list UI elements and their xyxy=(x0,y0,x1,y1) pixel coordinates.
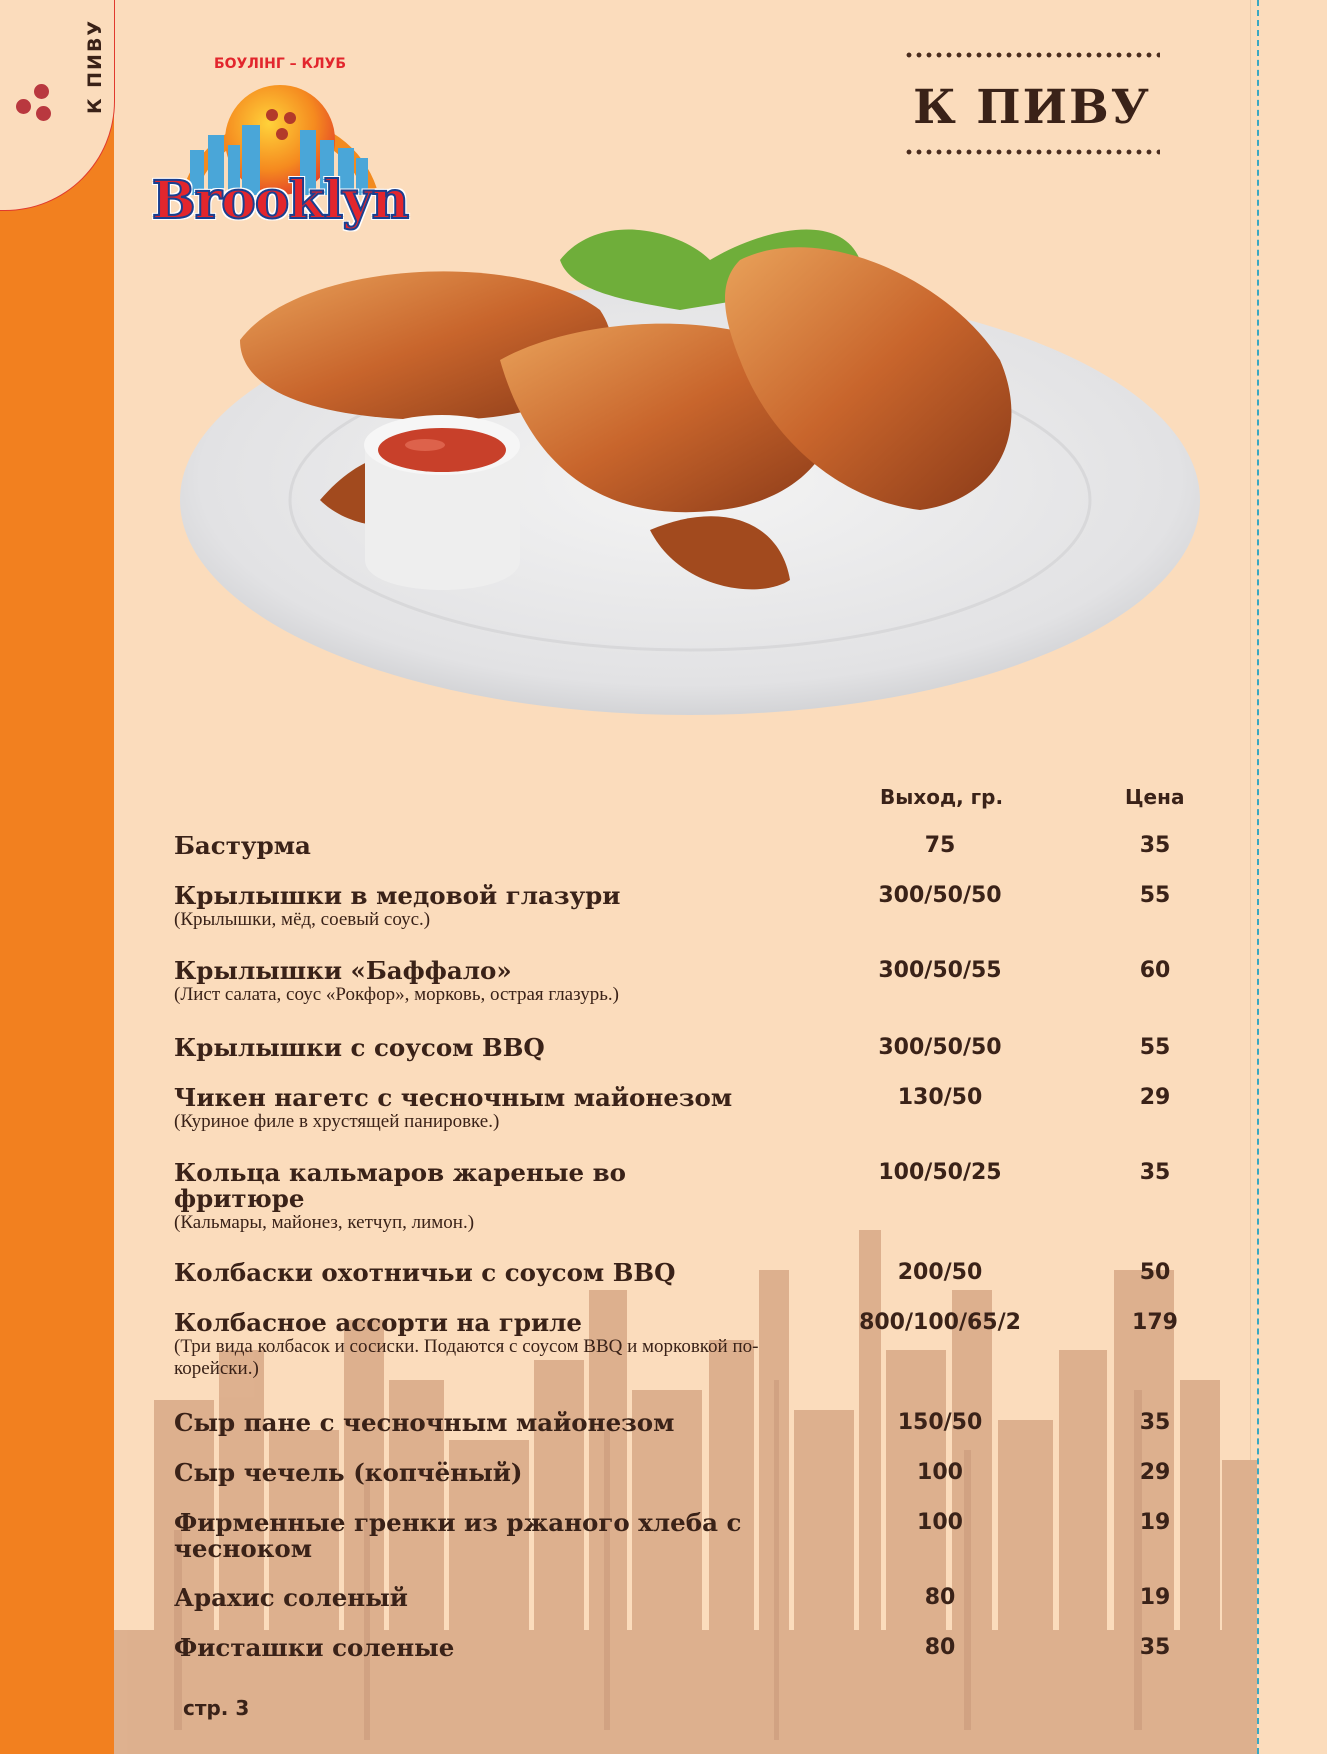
page-number: стр. 3 xyxy=(183,1696,250,1720)
item-name: Крылышки с соусом BBQ xyxy=(174,1033,545,1062)
item-name: Сыр пане с чесночным майонезом xyxy=(174,1408,675,1437)
price-column-header: Цена xyxy=(1125,785,1185,809)
left-color-band xyxy=(0,0,114,1754)
item-price: 19 xyxy=(1139,1510,1171,1535)
item-price: 60 xyxy=(1139,958,1171,983)
item-price: 29 xyxy=(1139,1460,1171,1485)
item-yield: 300/50/50 xyxy=(878,883,1002,908)
item-description: (Три вида колбасок и сосиски. Подаются с соусом BBQ и морковкой по-корейски.) xyxy=(174,1336,759,1379)
item-name: Арахис соленый xyxy=(174,1583,408,1612)
item-name: Фисташки соленые xyxy=(174,1633,455,1662)
item-yield: 100 xyxy=(917,1510,963,1535)
item-name: Крылышки в медовой глазури xyxy=(174,881,621,910)
item-yield: 300/50/55 xyxy=(878,958,1002,983)
logo-arc-text: БОУЛІНГ – КЛУБ xyxy=(213,56,347,72)
item-price: 179 xyxy=(1132,1310,1178,1335)
item-price: 19 xyxy=(1139,1585,1171,1610)
item-description: (Куриное филе в хрустящей панировке.) xyxy=(174,1111,500,1132)
item-yield: 100/50/25 xyxy=(878,1160,1002,1185)
page-title-block xyxy=(904,52,1160,155)
item-yield: 200/50 xyxy=(897,1260,983,1285)
item-name: Кольца кальмаров жареные во фритюре xyxy=(174,1158,626,1213)
item-yield: 80 xyxy=(924,1585,956,1610)
bowling-dot-icon xyxy=(36,106,51,121)
item-price: 50 xyxy=(1139,1260,1171,1285)
item-name: Колбаски охотничьи с соусом BBQ xyxy=(174,1258,676,1287)
item-name: Сыр чечель (копчёный) xyxy=(174,1458,523,1487)
item-name: Чикен нагетс с чесночным майонезом xyxy=(174,1083,733,1112)
item-yield: 100 xyxy=(917,1460,963,1485)
item-name: Колбасное ассорти на гриле xyxy=(174,1308,583,1337)
section-tab-label: К ПИВУ xyxy=(84,18,106,114)
item-yield: 80 xyxy=(924,1635,956,1660)
item-price: 29 xyxy=(1139,1085,1171,1110)
item-name: Бастурма xyxy=(174,831,311,860)
item-price: 35 xyxy=(1139,833,1171,858)
item-yield: 130/50 xyxy=(897,1085,983,1110)
page-title: К ПИВУ xyxy=(913,80,1151,135)
yield-column-header: Выход, гр. xyxy=(880,785,1004,809)
item-description: (Кальмары, майонез, кетчуп, лимон.) xyxy=(174,1212,475,1233)
logo-brand-name: Brooklyn xyxy=(151,170,409,231)
item-name: Крылышки «Баффало» xyxy=(174,956,512,985)
bowling-dot-icon xyxy=(34,84,49,99)
item-yield: 800/100/65/2 xyxy=(859,1310,1021,1335)
title-dotted-rule-bottom xyxy=(904,149,1160,155)
item-price: 35 xyxy=(1139,1410,1171,1435)
chicken-wings-photo xyxy=(120,200,1270,760)
item-price: 35 xyxy=(1139,1635,1171,1660)
item-price: 35 xyxy=(1139,1160,1171,1185)
item-description: (Лист салата, соус «Рокфор», морковь, острая глазурь.) xyxy=(174,984,619,1005)
item-name: Фирменные гренки из ржаного хлеба с чесноком xyxy=(174,1508,742,1563)
item-price: 55 xyxy=(1139,1035,1171,1060)
item-yield: 150/50 xyxy=(897,1410,983,1435)
item-price: 55 xyxy=(1139,883,1171,908)
bowling-dot-icon xyxy=(16,99,31,114)
item-yield: 75 xyxy=(924,833,956,858)
item-yield: 300/50/50 xyxy=(878,1035,1002,1060)
item-description: (Крылышки, мёд, соевый соус.) xyxy=(174,909,431,930)
